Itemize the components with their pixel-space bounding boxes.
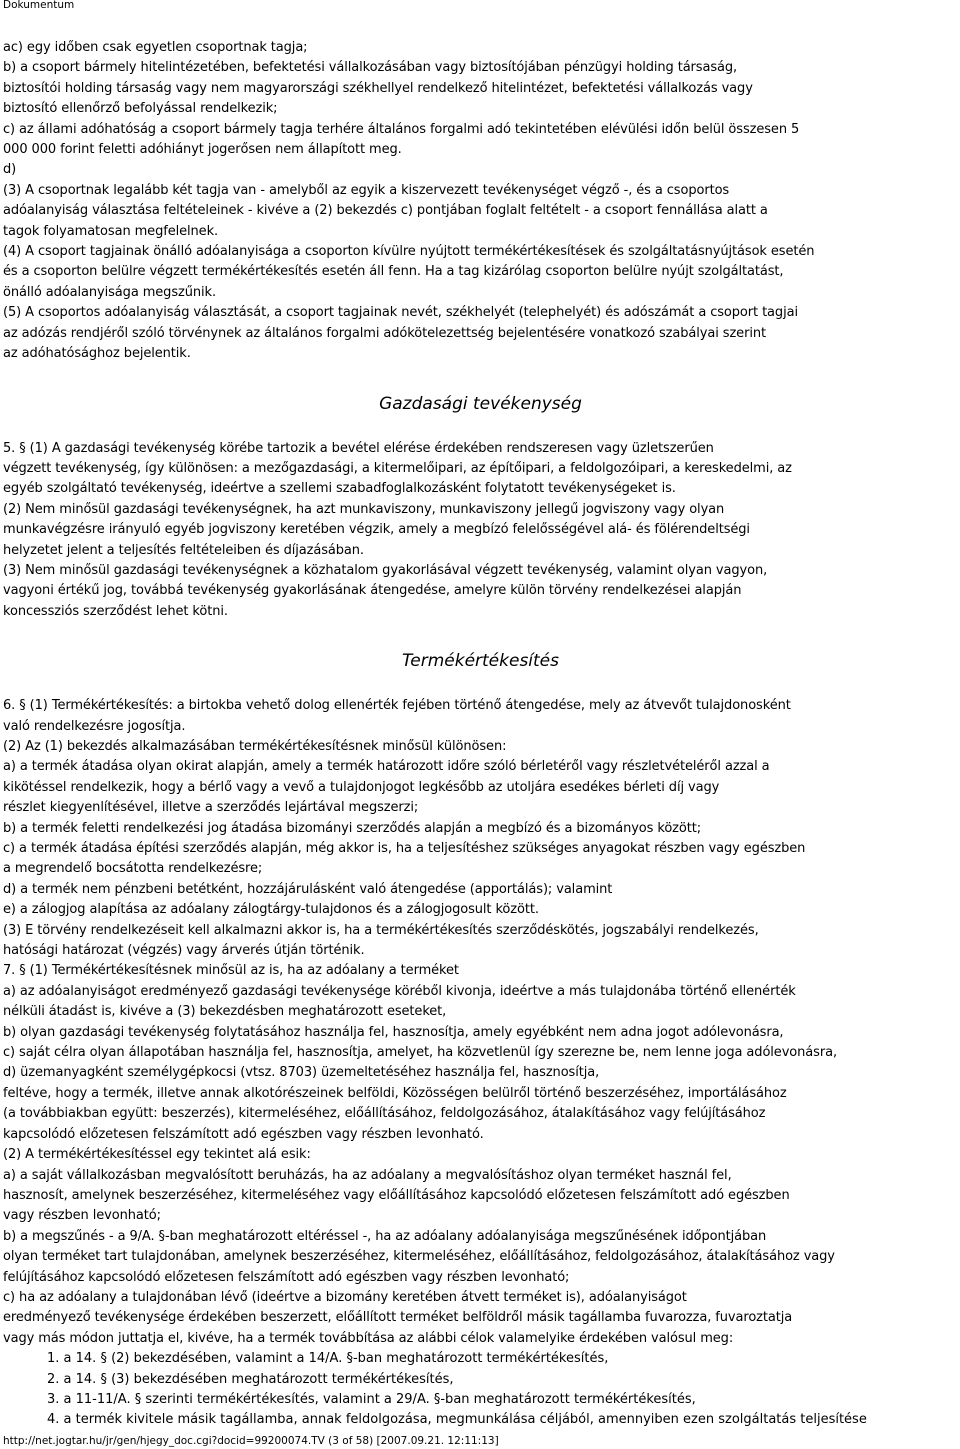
text-line: 6. § (1) Termékértékesítés: a birtokba vehető dolog ellenérték fejében történő átengedése, mely az átvevőt tulajdonosként [3, 698, 791, 714]
text-line: (5) A csoportos adóalanyiság választását, a csoport tagjainak nevét, székhelyét (telephelyét) és adószámát a csoport tagjai [3, 305, 798, 321]
text-line: b) a csoport bármely hitelintézetében, befektetési vállalkozásában vagy biztosítójában pénzügyi holding társaság, [3, 60, 738, 76]
text-line: végzett tevékenység, így különösen: a mezőgazdasági, a kitermelőipari, az építőipari, a feldolgozóipari, a kereskedelmi, az [3, 460, 792, 476]
text-line: (4) A csoport tagjainak önálló adóalanyisága a csoporton kívülre nyújtott termékértékesítések és szolgáltatásnyújtások esetén [3, 244, 815, 260]
text-line: (3) Nem minősül gazdasági tevékenységnek a közhatalom gyakorlásával végzett tevékenység, valamint olyan vagyon, [3, 562, 768, 578]
text-line: a megrendelő bocsátotta rendelkezésre; [3, 861, 263, 877]
text-line: (2) Nem minősül gazdasági tevékenységnek, ha azt munkaviszony, munkaviszony jellegű jogviszony vagy olyan [3, 501, 725, 517]
numbered-list [3, 1349, 958, 1431]
text-line: c) saját célra olyan állapotában használja fel, hasznosítja, amelyet, ha közvetlenül így szerezne be, nem lenne joga adólevonásra, [3, 1045, 837, 1061]
heading-gazdasagi-tevekenyseg: Gazdasági tevékenység [379, 393, 582, 414]
text-line: ac) egy időben csak egyetlen csoportnak tagja; [3, 40, 308, 55]
text-line: a) az adóalanyiságot eredményező gazdasági tevékenysége köréből kivonja, ideértve a más tulajdonába történő ellenérték [3, 983, 796, 999]
text-line: e) a zálogjog alapítása az adóalany zálogtárgy-tulajdonos és a zálogjogosult között. [3, 902, 539, 918]
text-line: a) a saját vállalkozásban megvalósított beruházás, ha az adóalany a megvalósításhoz olyan terméket használ fel, [3, 1167, 732, 1183]
text-line: b) olyan gazdasági tevékenység folytatásához használja fel, hasznosítja, amely egyébként nem adna jogot adólevonásra, [3, 1024, 784, 1040]
text-line: részlet kiegyenlítésével, illetve a szerződés lejártával megszerzi; [3, 800, 419, 816]
text-line: 7. § (1) Termékértékesítésnek minősül az is, ha az adóalany a terméket [3, 963, 459, 979]
text-line: d) [3, 162, 17, 178]
document-title-bar [0, 0, 960, 12]
text-line: az adózás rendjéről szóló törvénynek az általános forgalmi adókötelezettség bejelentésére vonatkozó szabályai szerint [3, 325, 766, 341]
text-line: (2) Az (1) bekezdés alkalmazásában termékértékesítésnek minősül különösen: [3, 738, 507, 754]
text-line: d) a termék nem pénzbeni betétként, hozzájárulásként való átengedése (apportálás); valamint [3, 881, 613, 897]
text-line: önálló adóalanyisága megszűnik. [3, 284, 216, 300]
text-line: olyan terméket tart tulajdonában, amelynek beszerzéséhez, kitermeléséhez, előállításához, feldolgozásához, átalakításához vagy [3, 1249, 835, 1265]
list-item: 4. a termék kivitele másik tagállamba, annak feldolgozása, megmunkálása céljából, amennyiben ezen szolgáltatás teljesítése [47, 1412, 867, 1428]
page-footer-url: http://net.jogtar.hu/jr/gen/hjegy_doc.cgi?docid=99200074.TV (3 of 58) [2007.09.21. 12:11:13] [3, 1435, 499, 1447]
text-line: c) a termék átadása építési szerződés alapján, még akkor is, ha a teljesítéshez szükséges anyagokat részben vagy egészben [3, 841, 806, 856]
heading-termekertekesites: Termékértékesítés [401, 651, 560, 672]
text-line: hatósági határozat (végzés) vagy árverés útján történik. [3, 943, 365, 959]
section-gazdasagi [3, 439, 958, 623]
text-line: az adóhatósághoz bejelentik. [3, 346, 191, 362]
text-line: (a továbbiakban együtt: beszerzés), kitermeléséhez, előállításához, feldolgozásához, átalakításához vagy felújításához [3, 1106, 766, 1122]
section-termekertekesites [3, 696, 958, 1349]
text-line: vagy más módon juttatja el, kivéve, ha a termék továbbítása az alábbi célok valamelyike érdekében valósul meg: [3, 1330, 734, 1346]
text-line: tagok folyamatosan megfelelnek. [3, 223, 219, 239]
text-line: feltéve, hogy a termék, illetve annak alkotórészeinek belföldi, Közösségen belülről történő beszerzéséhez, importálásához [3, 1085, 787, 1101]
text-line: nélküli átadást is, kivéve a (3) bekezdésben meghatározott eseteket, [3, 1004, 447, 1020]
text-line: helyzetet jelent a teljesítés feltételeiben és díjazásában. [3, 542, 364, 558]
text-line: biztosító ellenőrző befolyással rendelkezik; [3, 101, 278, 117]
list-item: 1. a 14. § (2) bekezdésében, valamint a 14/A. §-ban meghatározott termékértékesítés, [47, 1351, 609, 1367]
text-line: koncessziós szerződést lehet kötni. [3, 603, 228, 619]
text-line: kapcsolódó előzetesen felszámított adó egészben vagy részben levonható. [3, 1126, 484, 1142]
list-item: 3. a 11-11/A. § szerinti termékértékesítés, valamint a 29/A. §-ban meghatározott termékértékesítés, [47, 1391, 696, 1407]
text-line: d) üzemanyagként személygépkocsi (vtsz. 8703) üzemeltetéséhez használja fel, hasznosítja, [3, 1065, 600, 1081]
document-body [3, 38, 958, 1431]
text-line: a) a termék átadása olyan okirat alapján, amely a termék határozott időre szóló bérletéről vagy részletvételéről azzal a [3, 759, 770, 775]
text-line: kikötéssel rendelkezik, hogy a bérlő vagy a vevő a tulajdonjogot legkésőbb az utoljára esedékes bérleti díj vagy [3, 779, 720, 795]
text-line: egyéb szolgáltató tevékenység, ideértve a szellemi szabadfoglalkozásként folytatott tevékenységeket is. [3, 481, 676, 497]
text-line: felújításához kapcsolódó előzetesen felszámított adó egészben vagy részben levonható; [3, 1269, 570, 1285]
text-line: vagyoni értékű jog, továbbá tevékenység gyakorlásának átengedése, amelyre külön törvény rendelkezései alapján [3, 583, 742, 599]
text-line: 000 000 forint feletti adóhiányt jogerősen nem állapított meg. [3, 142, 402, 158]
text-line: b) a termék feletti rendelkezési jog átadása bizományi szerződés alapján a megbízó és a bizományos között; [3, 820, 702, 836]
text-line: b) a megszűnés - a 9/A. §-ban meghatározott eltéréssel -, ha az adóalany adóalanyisága megszűnésének időpontjában [3, 1228, 767, 1244]
text-line: adóalanyiság választása feltételeinek - kivéve a (2) bekezdés c) pontjában foglalt feltételt - a csoport fennállása alatt a [3, 203, 768, 219]
text-line: és a csoporton belülre végzett termékértékesítés esetén áll fenn. Ha a tag kizárólag csoporton belülre nyújt szolgáltatást, [3, 264, 784, 280]
text-line: való rendelkezésre jogosítja. [3, 718, 186, 734]
text-line: (2) A termékértékesítéssel egy tekintet alá esik: [3, 1147, 311, 1163]
text-line: 5. § (1) A gazdasági tevékenység körébe tartozik a bevétel elérése érdekében rendszeresen vagy üzletszerűen [3, 440, 714, 456]
text-line: hasznosít, amelynek beszerzéséhez, kitermeléséhez vagy előállításához kapcsolódó előzetesen felszámított adó egészben [3, 1187, 790, 1203]
text-line: vagy részben levonható; [3, 1208, 161, 1224]
list-item: 2. a 14. § (3) bekezdésében meghatározott termékértékesítés, [47, 1371, 454, 1387]
document-title: Dokumentum [3, 0, 75, 11]
text-line: (3) E törvény rendelkezéseit kell alkalmazni akkor is, ha a termékértékesítés szerződéskötés, jogszabályi rendelkezés, [3, 922, 759, 938]
text-line: munkavégzésre irányuló egyéb jogviszony keretében végzik, amely a megbízó felelősségével alá- és fölérendeltségi [3, 522, 750, 538]
text-line: (3) A csoportnak legalább két tagja van - amelyből az egyik a kiszervezett tevékenységet végző -, és a csoportos [3, 182, 730, 198]
text-line: c) az állami adóhatóság a csoport bármely tagja terhére általános forgalmi adó tekintetében elévülési időn belül összesen 5 [3, 121, 800, 137]
text-line: eredményező tevékenysége érdekében beszerzett, előállított terméket belföldről másik tagállamba fuvarozza, fuvaroztatja [3, 1310, 793, 1326]
section-intro [3, 38, 958, 365]
text-line: biztosítói holding társaság vagy nem magyarországi székhellyel rendelkező hitelintézet, befektetési vállalkozás vagy [3, 80, 753, 96]
text-line: c) ha az adóalany a tulajdonában lévő (ideértve a bizomány keretében átvett terméket is), adóalanyiságot [3, 1289, 687, 1305]
